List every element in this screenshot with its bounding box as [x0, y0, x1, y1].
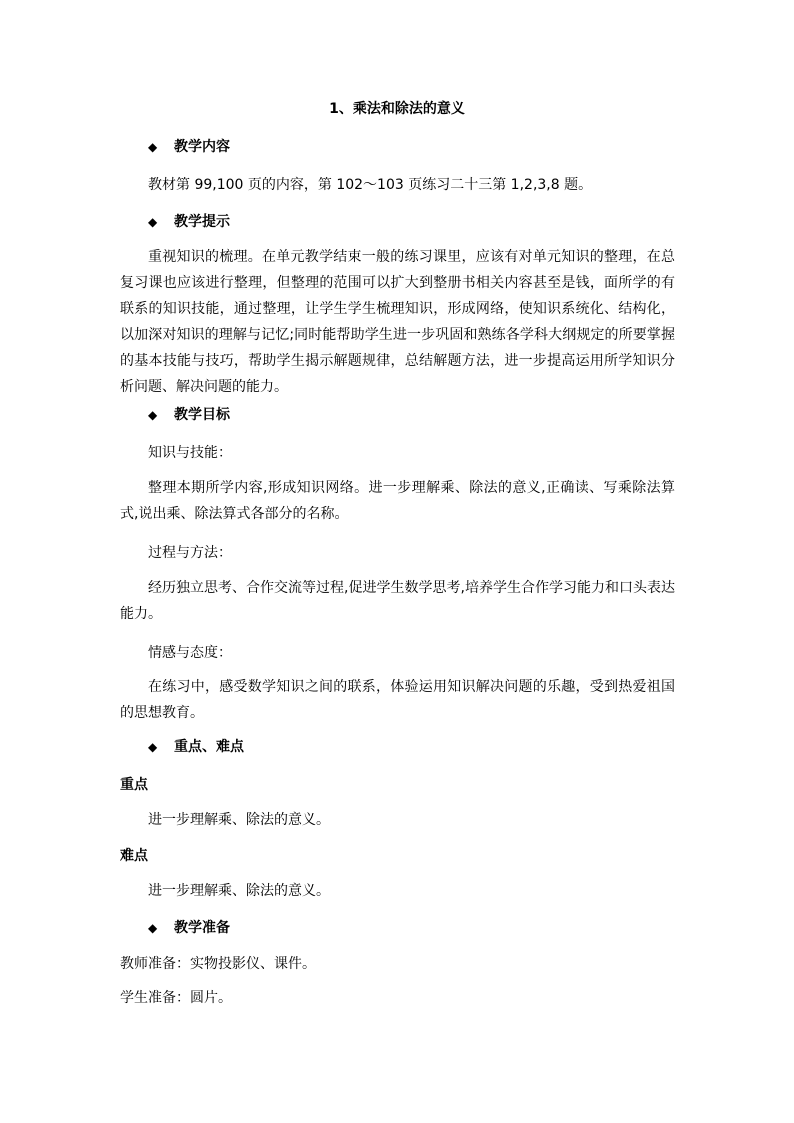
section-heading-goals	[148, 405, 230, 425]
diamond-bullet-icon: ◆	[148, 921, 158, 935]
diamond-bullet-icon: ◆	[148, 408, 158, 422]
heading-text: 重点、难点	[174, 739, 244, 755]
student-prep-text: 学生准备：圆片。	[120, 990, 232, 1006]
teacher-prep-text: 教师准备：实物投影仪、课件。	[120, 956, 316, 972]
content-text: 教材第 99,100 页的内容，第 102～103 页练习二十三第 1,2,3,8 题。	[148, 177, 593, 193]
heading-text: 教学内容	[174, 139, 230, 155]
emotion-paragraph: 在练习中，感受数学知识之间的联系，体验运用知识解决问题的乐趣，受到热爱祖国的思想教育。	[120, 679, 675, 721]
process-label: 过程与方法：	[148, 545, 232, 561]
diamond-bullet-icon: ◆	[148, 215, 158, 229]
section-heading-prep	[148, 918, 230, 938]
section-heading-hint	[148, 212, 230, 232]
knowledge-label: 知识与技能：	[148, 445, 232, 461]
heading-text: 教学准备	[174, 920, 230, 936]
section-heading-content	[148, 137, 230, 157]
difficult-point-label: 难点	[120, 848, 148, 864]
hint-paragraph: 重视知识的梳理。在单元教学结束一般的练习课里，应该有对单元知识的整理，在总复习课也应该进行整理，但整理的范围可以扩大到整册书相关内容甚至是钱，面所学的有联系的知识技能，通过整理，让学生学生梳理知识，形成网络，使知识系统化、结构化，以加深对知识的理解与记忆;同时能帮助学生进一步巩固和熟练各学科大纲规定的所要掌握的基本技能与技巧，帮助学生揭示解题规律，总结解题方法，进一步提高运用所学知识分析问题、解决问题的能力。	[120, 249, 675, 395]
process-paragraph: 经历独立思考、合作交流等过程,促进学生数学思考,培养学生合作学习能力和口头表达能力。	[120, 580, 675, 622]
diamond-bullet-icon: ◆	[148, 740, 158, 754]
document-title: 1、乘法和除法的意义	[329, 101, 465, 117]
difficult-point-text: 进一步理解乘、除法的意义。	[148, 883, 330, 899]
key-point-label: 重点	[120, 777, 148, 793]
emotion-label: 情感与态度：	[148, 645, 232, 661]
heading-text: 教学提示	[174, 214, 230, 230]
heading-text: 教学目标	[174, 407, 230, 423]
knowledge-paragraph: 整理本期所学内容,形成知识网络。进一步理解乘、除法的意义,正确读、写乘除法算式,说出乘、除法算式各部分的名称。	[120, 480, 675, 522]
diamond-bullet-icon: ◆	[148, 140, 158, 154]
key-point-text: 进一步理解乘、除法的意义。	[148, 812, 330, 828]
section-heading-focus	[148, 737, 244, 757]
